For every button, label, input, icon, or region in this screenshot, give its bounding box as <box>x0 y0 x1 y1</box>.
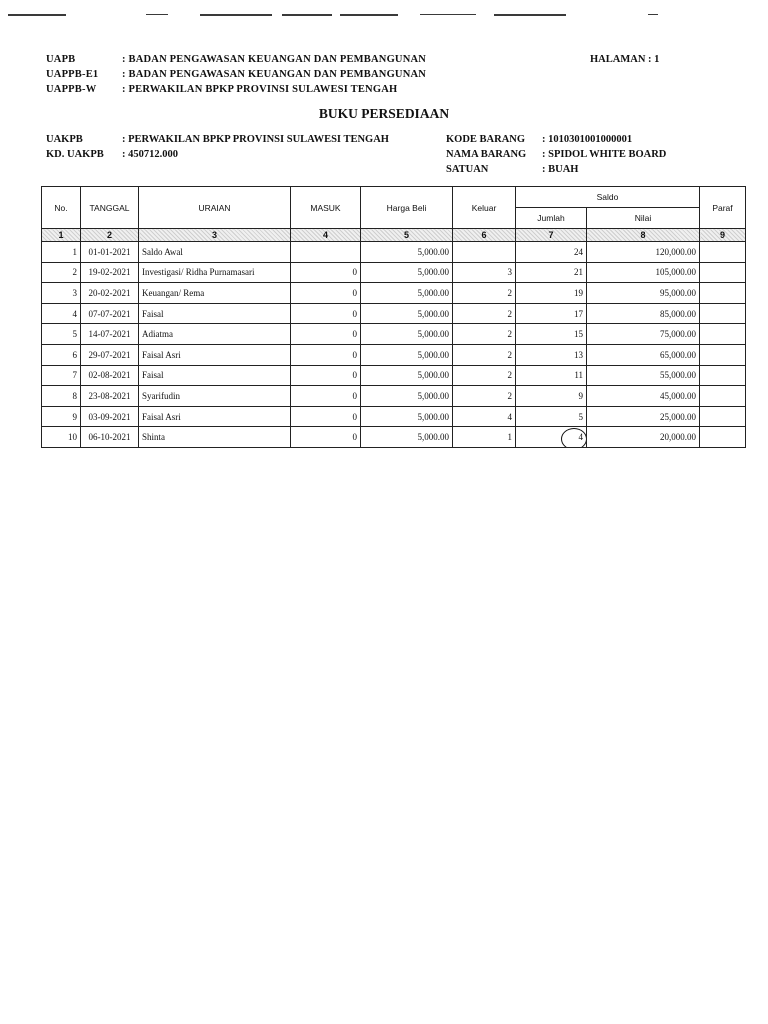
nilai-cell: 25,000.00 <box>587 406 700 427</box>
date-cell: 29-07-2021 <box>81 344 139 365</box>
harga-beli-cell: 5,000.00 <box>361 283 453 304</box>
row-number-cell: 9 <box>42 406 81 427</box>
nilai-cell: 65,000.00 <box>587 344 700 365</box>
nilai-cell: 75,000.00 <box>587 324 700 345</box>
kduakpb-value: : 450712.000 <box>122 149 178 160</box>
uappbw-label: UAPPB-W <box>46 84 97 95</box>
page-number: HALAMAN : 1 <box>590 54 660 65</box>
keluar-cell: 1 <box>453 427 516 448</box>
paraf-cell <box>700 242 746 263</box>
description-cell: Investigasi/ Ridha Purnamasari <box>139 262 291 283</box>
keluar-cell: 2 <box>453 365 516 386</box>
jumlah-cell: 21 <box>516 262 587 283</box>
nilai-cell: 85,000.00 <box>587 303 700 324</box>
harga-beli-cell: 5,000.00 <box>361 242 453 263</box>
table-row <box>42 406 746 427</box>
masuk-cell: 0 <box>291 406 361 427</box>
uappbe1-label: UAPPB-E1 <box>46 69 99 80</box>
jumlah-cell: 5 <box>516 406 587 427</box>
column-index-row <box>42 229 746 242</box>
index-cell: 2 <box>81 229 139 242</box>
row-number-cell: 2 <box>42 262 81 283</box>
description-cell: Faisal Asri <box>139 406 291 427</box>
uappbe1-line <box>46 69 426 80</box>
satuan-value: : BUAH <box>542 164 579 175</box>
table-row <box>42 303 746 324</box>
paraf-cell <box>700 262 746 283</box>
satuan-label: SATUAN <box>446 164 489 175</box>
col-saldo-header: Saldo <box>516 187 700 208</box>
index-cell: 9 <box>700 229 746 242</box>
row-number-cell: 6 <box>42 344 81 365</box>
kduakpb-label: KD. UAKPB <box>46 149 104 160</box>
nilai-cell: 20,000.00 <box>587 427 700 448</box>
row-number-cell: 7 <box>42 365 81 386</box>
keluar-cell: 2 <box>453 386 516 407</box>
keluar-cell: 2 <box>453 283 516 304</box>
col-tanggal-header: TANGGAL <box>81 187 139 229</box>
keluar-cell: 2 <box>453 303 516 324</box>
date-cell: 19-02-2021 <box>81 262 139 283</box>
keluar-cell: 3 <box>453 262 516 283</box>
col-harga-beli-header: Harga Beli <box>361 187 453 229</box>
jumlah-cell: 15 <box>516 324 587 345</box>
masuk-cell: 0 <box>291 365 361 386</box>
nilai-cell: 95,000.00 <box>587 283 700 304</box>
kode-barang-line <box>446 134 632 145</box>
date-cell: 14-07-2021 <box>81 324 139 345</box>
table-row <box>42 386 746 407</box>
description-cell: Adiatma <box>139 324 291 345</box>
satuan-line <box>446 164 578 175</box>
uappbw-value: : PERWAKILAN BPKP PROVINSI SULAWESI TENGAH <box>122 84 398 95</box>
row-number-cell: 4 <box>42 303 81 324</box>
keluar-cell <box>453 242 516 263</box>
date-cell: 23-08-2021 <box>81 386 139 407</box>
nilai-cell: 120,000.00 <box>587 242 700 263</box>
index-cell: 3 <box>139 229 291 242</box>
uakpb-label: UAKPB <box>46 134 83 145</box>
row-number-cell: 1 <box>42 242 81 263</box>
inventory-ledger-table <box>41 186 746 448</box>
harga-beli-cell: 5,000.00 <box>361 303 453 324</box>
document-title: BUKU PERSEDIAAN <box>318 106 450 121</box>
index-cell: 7 <box>516 229 587 242</box>
handwritten-circle-mark <box>561 428 587 447</box>
date-cell: 03-09-2021 <box>81 406 139 427</box>
date-cell: 01-01-2021 <box>81 242 139 263</box>
kode-barang-label: KODE BARANG <box>446 134 526 145</box>
nama-barang-label: NAMA BARANG <box>446 149 527 160</box>
circled-value <box>579 432 584 442</box>
keluar-cell: 2 <box>453 324 516 345</box>
uappbw-line <box>46 84 397 95</box>
jumlah-cell <box>516 427 587 448</box>
masuk-cell <box>291 242 361 263</box>
paraf-cell <box>700 324 746 345</box>
table-row <box>42 324 746 345</box>
nilai-cell: 105,000.00 <box>587 262 700 283</box>
jumlah-cell: 17 <box>516 303 587 324</box>
jumlah-cell: 9 <box>516 386 587 407</box>
row-number-cell: 8 <box>42 386 81 407</box>
nilai-cell: 45,000.00 <box>587 386 700 407</box>
date-cell: 20-02-2021 <box>81 283 139 304</box>
description-cell: Syarifudin <box>139 386 291 407</box>
masuk-cell: 0 <box>291 283 361 304</box>
uakpb-value: : PERWAKILAN BPKP PROVINSI SULAWESI TENGAH <box>122 134 389 145</box>
description-cell: Faisal Asri <box>139 344 291 365</box>
index-cell: 4 <box>291 229 361 242</box>
uappbe1-value: : BADAN PENGAWASAN KEUANGAN DAN PEMBANGUNAN <box>122 69 427 80</box>
masuk-cell: 0 <box>291 427 361 448</box>
table-row <box>42 365 746 386</box>
col-jumlah-header: Jumlah <box>516 208 587 229</box>
index-cell: 6 <box>453 229 516 242</box>
table-row <box>42 427 746 448</box>
index-cell: 5 <box>361 229 453 242</box>
paraf-cell <box>700 386 746 407</box>
nama-barang-line <box>446 149 666 160</box>
index-cell: 1 <box>42 229 81 242</box>
uakpb-line <box>46 134 389 145</box>
paraf-cell <box>700 365 746 386</box>
table-row <box>42 283 746 304</box>
index-cell: 8 <box>587 229 700 242</box>
date-cell: 06-10-2021 <box>81 427 139 448</box>
date-cell: 07-07-2021 <box>81 303 139 324</box>
row-number-cell: 10 <box>42 427 81 448</box>
description-cell: Shinta <box>139 427 291 448</box>
row-number-cell: 5 <box>42 324 81 345</box>
paraf-cell <box>700 406 746 427</box>
jumlah-cell: 19 <box>516 283 587 304</box>
kduakpb-line <box>46 149 178 160</box>
jumlah-value: 4 <box>578 432 583 443</box>
col-no-header: No. <box>42 187 81 229</box>
col-masuk-header: MASUK <box>291 187 361 229</box>
description-cell: Saldo Awal <box>139 242 291 263</box>
header-row <box>42 187 746 208</box>
table-row <box>42 344 746 365</box>
harga-beli-cell: 5,000.00 <box>361 406 453 427</box>
paraf-cell <box>700 344 746 365</box>
nama-barang-value: : SPIDOL WHITE BOARD <box>542 149 667 160</box>
description-cell: Faisal <box>139 303 291 324</box>
description-cell: Keuangan/ Rema <box>139 283 291 304</box>
col-keluar-header: Keluar <box>453 187 516 229</box>
nilai-cell: 55,000.00 <box>587 365 700 386</box>
jumlah-cell: 11 <box>516 365 587 386</box>
paraf-cell <box>700 303 746 324</box>
keluar-cell: 4 <box>453 406 516 427</box>
harga-beli-cell: 5,000.00 <box>361 386 453 407</box>
paraf-cell <box>700 283 746 304</box>
row-number-cell: 3 <box>42 283 81 304</box>
col-nilai-header: Nilai <box>587 208 700 229</box>
uapb-line <box>46 54 426 65</box>
harga-beli-cell: 5,000.00 <box>361 365 453 386</box>
harga-beli-cell: 5,000.00 <box>361 262 453 283</box>
uapb-label: UAPB <box>46 54 76 65</box>
kode-barang-value: : 1010301001000001 <box>542 134 633 145</box>
description-cell: Faisal <box>139 365 291 386</box>
col-paraf-header: Paraf <box>700 187 746 229</box>
masuk-cell: 0 <box>291 303 361 324</box>
table-row <box>42 242 746 263</box>
table-row <box>42 262 746 283</box>
masuk-cell: 0 <box>291 344 361 365</box>
harga-beli-cell: 5,000.00 <box>361 324 453 345</box>
masuk-cell: 0 <box>291 262 361 283</box>
jumlah-cell: 24 <box>516 242 587 263</box>
uapb-value: : BADAN PENGAWASAN KEUANGAN DAN PEMBANGUNAN <box>122 54 427 65</box>
jumlah-cell: 13 <box>516 344 587 365</box>
masuk-cell: 0 <box>291 324 361 345</box>
harga-beli-cell: 5,000.00 <box>361 427 453 448</box>
keluar-cell: 2 <box>453 344 516 365</box>
harga-beli-cell: 5,000.00 <box>361 344 453 365</box>
masuk-cell: 0 <box>291 386 361 407</box>
date-cell: 02-08-2021 <box>81 365 139 386</box>
col-uraian-header: URAIAN <box>139 187 291 229</box>
paraf-cell <box>700 427 746 448</box>
